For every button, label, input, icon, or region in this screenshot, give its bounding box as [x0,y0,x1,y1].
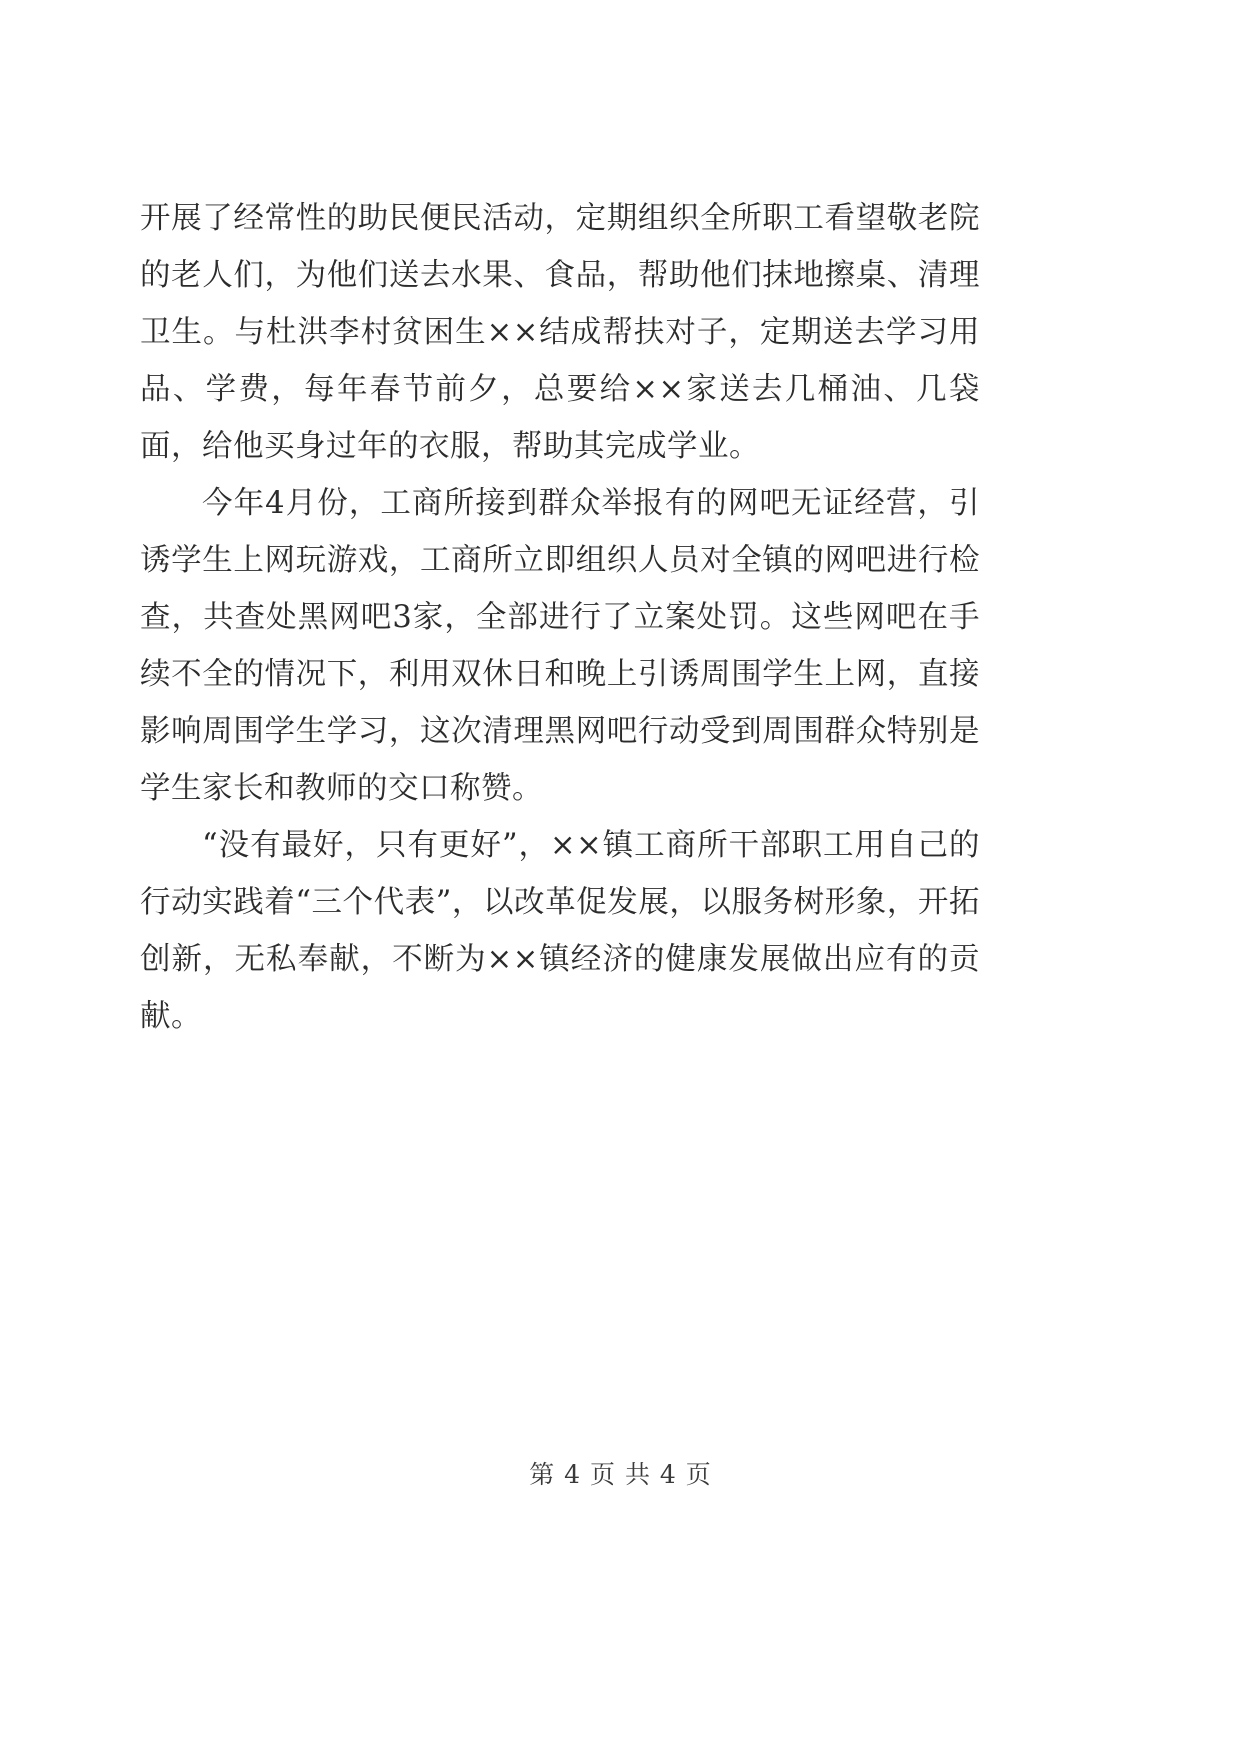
document-body [140,190,980,1045]
paragraph: 开展了经常性的助民便民活动，定期组织全所职工看望敬老院的老人们，为他们送去水果、食品，帮助他们抹地擦桌、清理卫生。与杜洪李村贫困生××结成帮扶对子，定期送去学习用品、学费，每年春节前夕，总要给××家送去几桶油、几袋面，给他买身过年的衣服，帮助其完成学业。 [140,201,980,464]
page-footer: 第 4 页 共 4 页 [529,1460,712,1489]
paragraph: 今年4月份，工商所接到群众举报有的网吧无证经营，引诱学生上网玩游戏，工商所立即组织人员对全镇的网吧进行检查，共查处黑网吧3家，全部进行了立案处罚。这些网吧在手续不全的情况下，利用双休日和晚上引诱周围学生上网，直接影响周围学生学习，这次清理黑网吧行动受到周围群众特别是学生家长和教师的交口称赞。 [140,486,980,806]
paragraph: “没有最好，只有更好”，××镇工商所干部职工用自己的行动实践着“三个代表”，以改革促发展，以服务树形象，开拓创新，无私奉献，不断为××镇经济的健康发展做出应有的贡献。 [140,828,980,1034]
